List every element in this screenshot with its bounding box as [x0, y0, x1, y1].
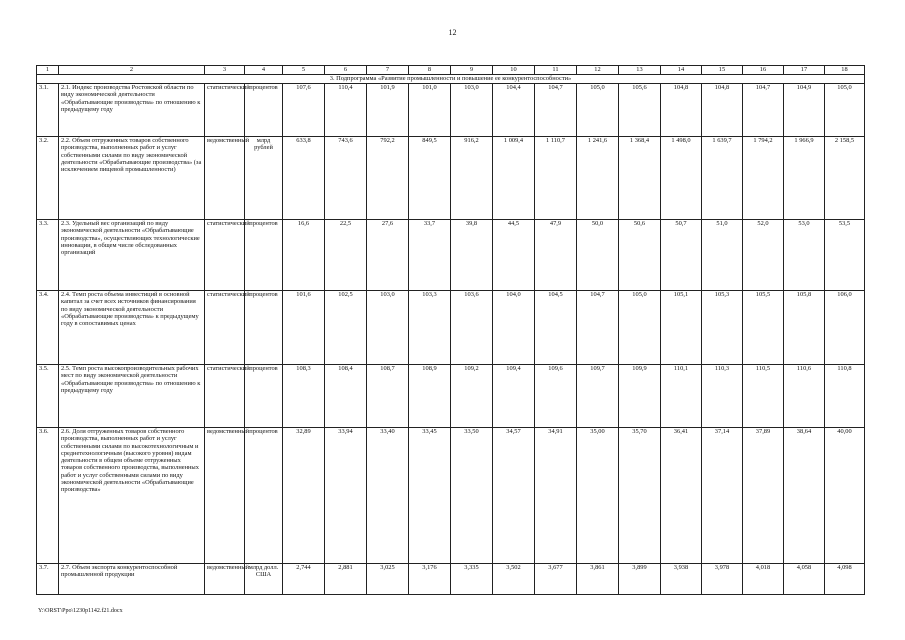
value-cell: 105,1 [661, 291, 702, 365]
row-number: 3.2. [37, 137, 59, 220]
unit-of-measure: процентов [245, 428, 283, 564]
value-cell: 1 498,0 [661, 137, 702, 220]
footer-file-path: Y:\ORST\Ppo\1230p1142.f21.docx [38, 608, 123, 614]
unit-of-measure: процентов [245, 365, 283, 428]
indicator-name: 2.6. Доля отгруженных товаров собственного производства, выполненных работ и услуг собственными силами по высокотехнологичным и среднетехнологичным (высокого уровня) видам деятельности в общем объеме отгруженных товаров собственного производства, выполненных работ и услуг собственными силами по виду экономической деятельности «Обрабатывающие производства» [59, 428, 205, 564]
value-cell: 104,5 [535, 291, 577, 365]
value-cell: 53,0 [784, 220, 825, 291]
value-cell: 50,0 [577, 220, 619, 291]
value-cell: 633,8 [283, 137, 325, 220]
value-cell: 103,0 [451, 84, 493, 137]
value-cell: 33,40 [367, 428, 409, 564]
data-source: статистический [205, 220, 245, 291]
header-cell: 17 [784, 66, 825, 75]
value-cell: 3,861 [577, 564, 619, 595]
value-cell: 3,938 [661, 564, 702, 595]
value-cell: 40,00 [825, 428, 865, 564]
value-cell: 3,978 [702, 564, 743, 595]
value-cell: 109,4 [493, 365, 535, 428]
value-cell: 33,50 [451, 428, 493, 564]
header-cell: 13 [619, 66, 661, 75]
unit-of-measure: процентов [245, 291, 283, 365]
value-cell: 105,0 [825, 84, 865, 137]
value-cell: 1 110,7 [535, 137, 577, 220]
row-number: 3.1. [37, 84, 59, 137]
value-cell: 108,3 [283, 365, 325, 428]
value-cell: 1 368,4 [619, 137, 661, 220]
value-cell: 35,70 [619, 428, 661, 564]
value-cell: 44,5 [493, 220, 535, 291]
value-cell: 109,6 [535, 365, 577, 428]
value-cell: 743,6 [325, 137, 367, 220]
value-cell: 1 009,4 [493, 137, 535, 220]
value-cell: 107,6 [283, 84, 325, 137]
value-cell: 104,9 [784, 84, 825, 137]
header-cell: 11 [535, 66, 577, 75]
value-cell: 104,8 [661, 84, 702, 137]
value-cell: 108,9 [409, 365, 451, 428]
value-cell: 1 639,7 [702, 137, 743, 220]
data-source: ведомственный [205, 564, 245, 595]
header-cell: 10 [493, 66, 535, 75]
value-cell: 53,5 [825, 220, 865, 291]
value-cell: 22,5 [325, 220, 367, 291]
indicators-table [36, 65, 865, 595]
value-cell: 792,2 [367, 137, 409, 220]
value-cell: 104,7 [743, 84, 784, 137]
table-row [37, 220, 865, 291]
value-cell: 35,00 [577, 428, 619, 564]
value-cell: 105,0 [577, 84, 619, 137]
value-cell: 105,8 [784, 291, 825, 365]
header-cell: 5 [283, 66, 325, 75]
data-source: статистический [205, 84, 245, 137]
indicator-name: 2.2. Объем отгруженных товаров собственного производства, выполненных работ и услуг собственными силами по виду экономической деятельности «Обрабатывающие производства» (за исключением пищевой промышленности) [59, 137, 205, 220]
value-cell: 34,91 [535, 428, 577, 564]
table-row [37, 84, 865, 137]
header-cell: 9 [451, 66, 493, 75]
value-cell: 3,176 [409, 564, 451, 595]
value-cell: 37,14 [702, 428, 743, 564]
value-cell: 51,0 [702, 220, 743, 291]
value-cell: 4,018 [743, 564, 784, 595]
value-cell: 104,8 [702, 84, 743, 137]
value-cell: 101,9 [367, 84, 409, 137]
value-cell: 849,5 [409, 137, 451, 220]
value-cell: 110,8 [825, 365, 865, 428]
value-cell: 16,6 [283, 220, 325, 291]
value-cell: 2 158,5 [825, 137, 865, 220]
value-cell: 105,5 [743, 291, 784, 365]
value-cell: 106,0 [825, 291, 865, 365]
data-source: статистический [205, 291, 245, 365]
value-cell: 104,4 [493, 84, 535, 137]
value-cell: 34,57 [493, 428, 535, 564]
value-cell: 3,025 [367, 564, 409, 595]
value-cell: 101,6 [283, 291, 325, 365]
row-number: 3.7. [37, 564, 59, 595]
value-cell: 103,0 [367, 291, 409, 365]
value-cell: 39,8 [451, 220, 493, 291]
value-cell: 105,3 [702, 291, 743, 365]
header-cell: 3 [205, 66, 245, 75]
value-cell: 1 241,6 [577, 137, 619, 220]
value-cell: 109,7 [577, 365, 619, 428]
value-cell: 3,335 [451, 564, 493, 595]
value-cell: 110,6 [784, 365, 825, 428]
value-cell: 105,0 [619, 291, 661, 365]
value-cell: 3,899 [619, 564, 661, 595]
value-cell: 109,9 [619, 365, 661, 428]
value-cell: 104,7 [577, 291, 619, 365]
header-cell: 7 [367, 66, 409, 75]
value-cell: 50,6 [619, 220, 661, 291]
value-cell: 1 794,2 [743, 137, 784, 220]
row-number: 3.3. [37, 220, 59, 291]
value-cell: 109,2 [451, 365, 493, 428]
value-cell: 33,94 [325, 428, 367, 564]
value-cell: 104,0 [493, 291, 535, 365]
value-cell: 36,41 [661, 428, 702, 564]
indicator-name: 2.1. Индекс производства Ростовской области по виду экономической деятельности «Обрабатывающие производства» по отношению к предыдущему году [59, 84, 205, 137]
unit-of-measure: млрд рублей [245, 137, 283, 220]
header-cell: 6 [325, 66, 367, 75]
value-cell: 32,89 [283, 428, 325, 564]
value-cell: 37,89 [743, 428, 784, 564]
value-cell: 104,7 [535, 84, 577, 137]
header-cell: 4 [245, 66, 283, 75]
unit-of-measure: процентов [245, 84, 283, 137]
value-cell: 108,4 [325, 365, 367, 428]
value-cell: 4,058 [784, 564, 825, 595]
indicator-name: 2.4. Темп роста объема инвестиций в основной капитал за счет всех источников финансирования по виду экономической деятельности «Обрабатывающие производства» к предыдущему году в сопоставимых ценах [59, 291, 205, 365]
value-cell: 1 966,9 [784, 137, 825, 220]
data-source: ведомственный [205, 428, 245, 564]
value-cell: 3,677 [535, 564, 577, 595]
data-source: статистический [205, 365, 245, 428]
value-cell: 2,881 [325, 564, 367, 595]
header-cell: 15 [702, 66, 743, 75]
header-cell: 16 [743, 66, 784, 75]
value-cell: 4,098 [825, 564, 865, 595]
header-cell: 1 [37, 66, 59, 75]
value-cell: 3,502 [493, 564, 535, 595]
value-cell: 52,0 [743, 220, 784, 291]
value-cell: 101,0 [409, 84, 451, 137]
subprogram-title: 3. Подпрограмма «Развитие промышленности и повышение ее конкурентоспособности» [37, 75, 865, 84]
value-cell: 916,2 [451, 137, 493, 220]
page-number: 12 [448, 28, 457, 37]
unit-of-measure: млрд долл. США [245, 564, 283, 595]
value-cell: 27,6 [367, 220, 409, 291]
value-cell: 33,45 [409, 428, 451, 564]
indicator-name: 2.5. Темп роста высокопроизводительных рабочих мест по виду экономической деятельности «Обрабатывающие производства» по отношению к предыдущему году [59, 365, 205, 428]
indicator-name: 2.3. Удельный вес организаций по виду экономической деятельности «Обрабатывающие производства», осуществляющих технологические инновации, в общем числе обследованных организаций [59, 220, 205, 291]
value-cell: 103,6 [451, 291, 493, 365]
header-row [37, 66, 865, 75]
row-number: 3.4. [37, 291, 59, 365]
table-row [37, 365, 865, 428]
header-cell: 18 [825, 66, 865, 75]
value-cell: 47,9 [535, 220, 577, 291]
value-cell: 110,1 [661, 365, 702, 428]
value-cell: 50,7 [661, 220, 702, 291]
table-row [37, 428, 865, 564]
row-number: 3.6. [37, 428, 59, 564]
header-cell: 12 [577, 66, 619, 75]
data-source: ведомственный [205, 137, 245, 220]
header-cell: 2 [59, 66, 205, 75]
value-cell: 103,3 [409, 291, 451, 365]
unit-of-measure: процентов [245, 220, 283, 291]
value-cell: 2,744 [283, 564, 325, 595]
value-cell: 110,3 [702, 365, 743, 428]
indicator-name: 2.7. Объем экспорта конкурентоспособной промышленной продукции [59, 564, 205, 595]
row-number: 3.5. [37, 365, 59, 428]
table-row [37, 137, 865, 220]
value-cell: 108,7 [367, 365, 409, 428]
value-cell: 105,6 [619, 84, 661, 137]
value-cell: 38,64 [784, 428, 825, 564]
value-cell: 33,7 [409, 220, 451, 291]
table-row [37, 564, 865, 595]
table-row [37, 291, 865, 365]
header-cell: 14 [661, 66, 702, 75]
value-cell: 102,5 [325, 291, 367, 365]
value-cell: 110,5 [743, 365, 784, 428]
subprogram-row [37, 75, 865, 84]
header-cell: 8 [409, 66, 451, 75]
value-cell: 110,4 [325, 84, 367, 137]
